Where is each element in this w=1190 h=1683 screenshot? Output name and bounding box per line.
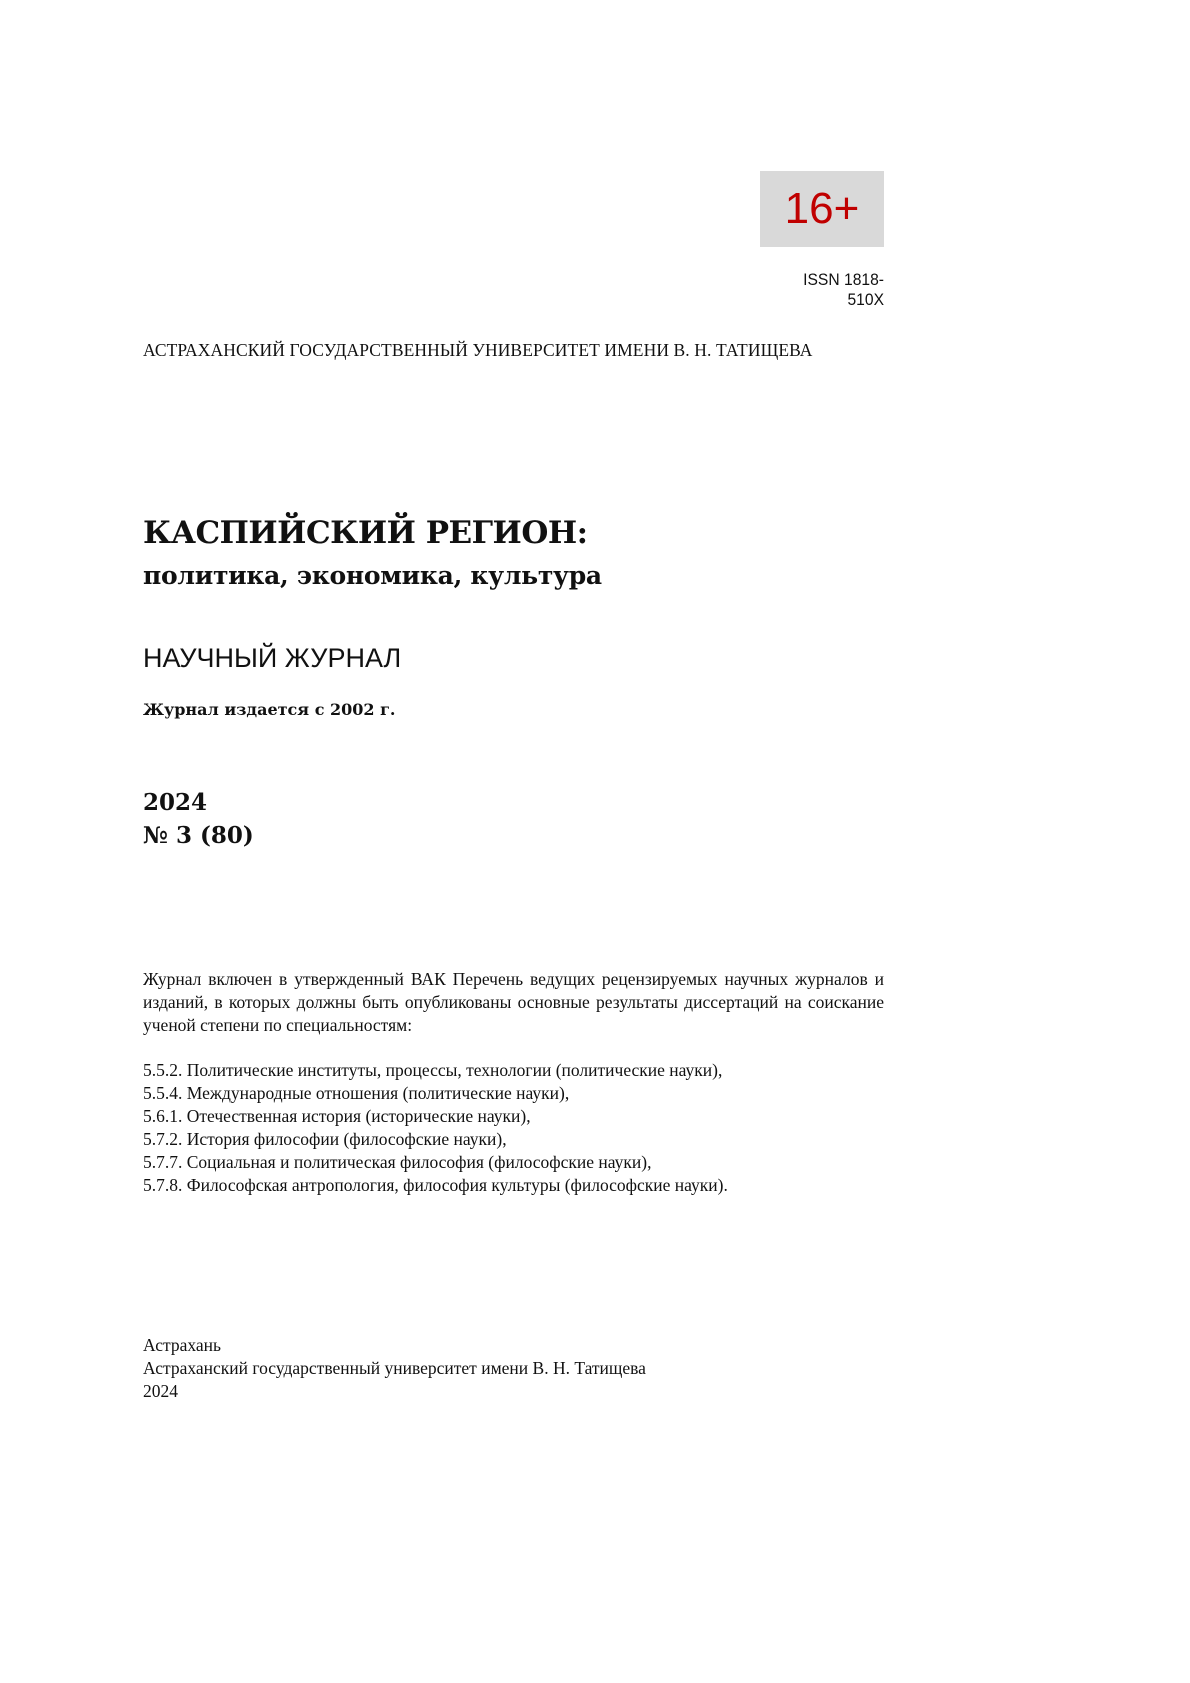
journal-type: НАУЧНЫЙ ЖУРНАЛ	[143, 643, 402, 673]
university-name: АСТРАХАНСКИЙ ГОСУДАРСТВЕННЫЙ УНИВЕРСИТЕТ ИМЕНИ В. Н. ТАТИЩЕВА	[143, 340, 813, 360]
imprint	[143, 1334, 646, 1403]
specialties-list	[143, 1059, 728, 1197]
imprint-publisher: Астраханский государственный университет имени В. Н. Татищева	[143, 1358, 646, 1378]
issue-year: 2024	[143, 789, 208, 816]
age-rating-badge	[760, 171, 884, 247]
specialty-item: 5.7.2. История философии (философские науки),	[143, 1129, 507, 1149]
specialty-item: 5.7.7. Социальная и политическая философия (философские науки),	[143, 1152, 652, 1172]
age-rating-text: 16+	[784, 184, 860, 233]
specialty-item: 5.6.1. Отечественная история (исторические науки),	[143, 1106, 531, 1126]
issue-number: № 3 (80)	[143, 822, 254, 849]
publication-since: Журнал издается с 2002 г.	[143, 700, 396, 719]
journal-subtitle: политика, экономика, культура	[143, 561, 602, 590]
specialty-item: 5.5.2. Политические институты, процессы, технологии (политические науки),	[143, 1060, 723, 1080]
issn: ISSN 1818-510X	[803, 270, 884, 309]
specialty-item: 5.7.8. Философская антропология, философия культуры (философские науки).	[143, 1175, 728, 1195]
imprint-year: 2024	[143, 1381, 178, 1401]
vak-statement: Журнал включен в утвержденный ВАК Перечень ведущих рецензируемых научных журналов и изданий, в которых должны быть опубликованы основные результаты диссертаций на соискание ученой степени по специальностям:	[143, 969, 884, 1035]
imprint-city: Астрахань	[143, 1335, 221, 1355]
specialty-item: 5.5.4. Международные отношения (политические науки),	[143, 1083, 570, 1103]
journal-title: КАСПИЙСКИЙ РЕГИОН:	[143, 515, 588, 551]
